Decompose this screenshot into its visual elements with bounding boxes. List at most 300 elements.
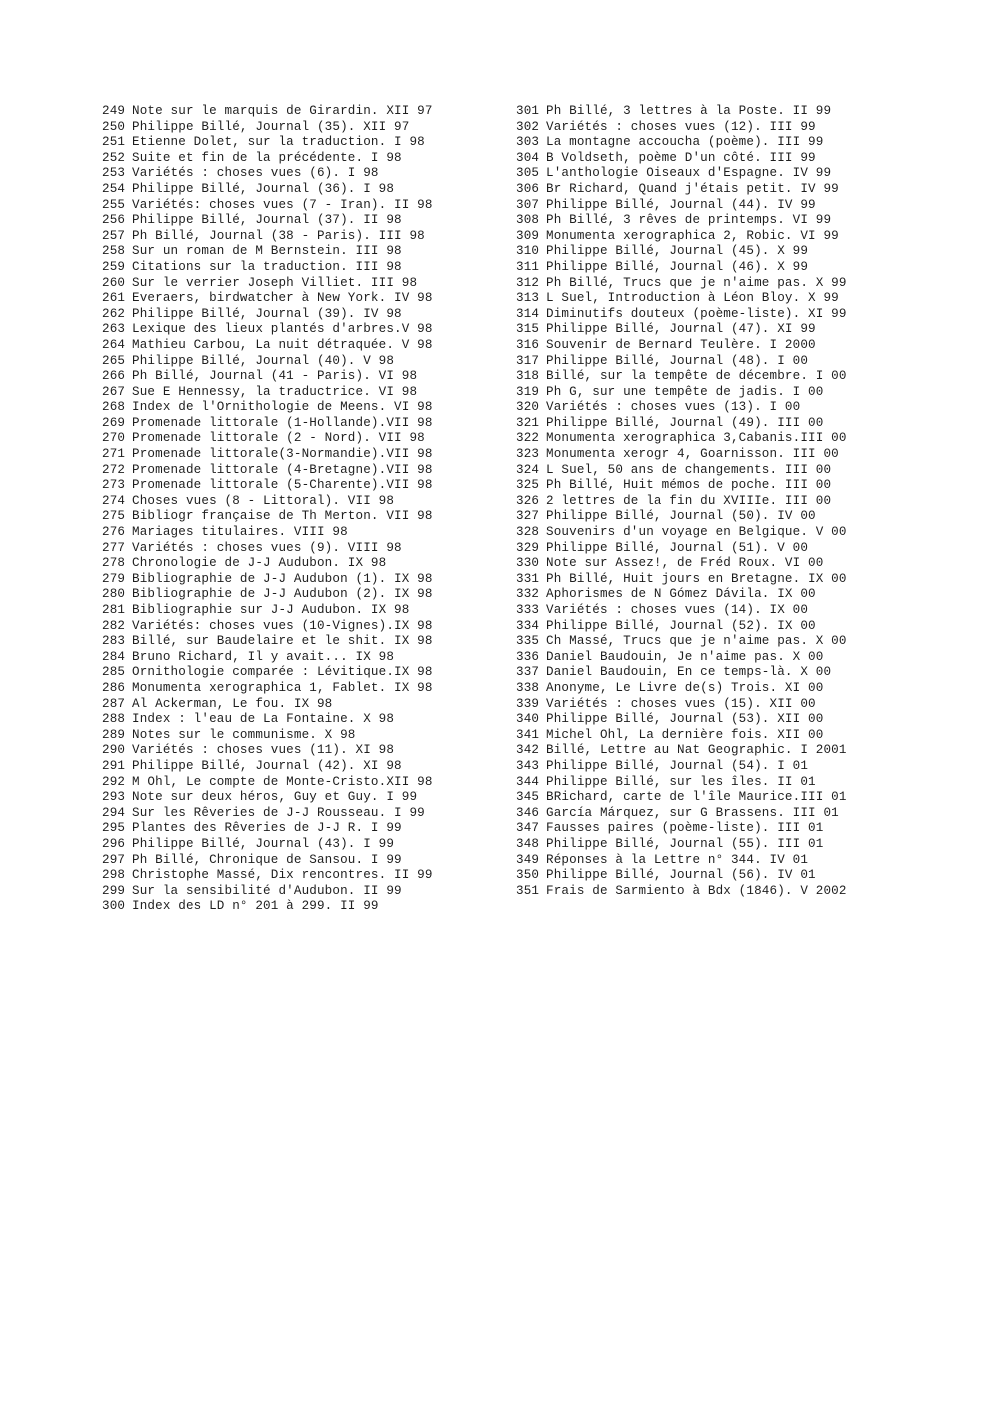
index-entry [516, 837, 847, 853]
entry-title: Ph Billé, Journal (38 - Paris). III 98 [132, 228, 425, 243]
entry-number: 282 [102, 618, 126, 633]
entry-title: Philippe Billé, Journal (43). I 99 [132, 836, 395, 851]
entry-title: Plantes des Rêveries de J-J R. I 99 [132, 821, 402, 836]
index-entry [102, 494, 433, 510]
entry-title: Ornithologie comparée : Lévitique.IX 98 [132, 665, 433, 680]
entry-title: 2 lettres de la fin du XVIIIe. III 00 [546, 493, 832, 508]
entry-title: Suite et fin de la précédente. I 98 [132, 150, 402, 165]
index-entry [102, 166, 433, 182]
index-entry [516, 681, 847, 697]
index-entry [102, 229, 433, 245]
entry-title: Philippe Billé, Journal (55). III 01 [546, 836, 824, 851]
index-entry [102, 447, 433, 463]
index-entry [102, 213, 433, 229]
entry-title: L Suel, Introduction à Léon Bloy. X 99 [546, 291, 839, 306]
entry-title: Sur la sensibilité d'Audubon. II 99 [132, 883, 402, 898]
index-entry [102, 291, 433, 307]
entry-number: 272 [102, 462, 126, 477]
entry-title: Variétés: choses vues (10-Vignes).IX 98 [132, 618, 433, 633]
entry-title: Frais de Sarmiento à Bdx (1846). V 2002 [546, 883, 847, 898]
entry-number: 257 [102, 228, 126, 243]
index-entry [516, 354, 847, 370]
entry-number: 305 [516, 166, 540, 181]
index-entry [102, 556, 433, 572]
entry-title: Everaers, birdwatcher à New York. IV 98 [132, 291, 433, 306]
entry-title: Variétés: choses vues (7 - Iran). II 98 [132, 197, 433, 212]
index-entry [102, 650, 433, 666]
index-entry [516, 338, 847, 354]
entry-number: 271 [102, 447, 126, 462]
entry-title: Ph Billé, Huit mémos de poche. III 00 [546, 478, 832, 493]
entry-number: 283 [102, 634, 126, 649]
entry-number: 348 [516, 836, 540, 851]
index-entry [102, 743, 433, 759]
entry-number: 278 [102, 556, 126, 571]
entry-number: 251 [102, 135, 126, 150]
index-entry [102, 775, 433, 791]
entry-number: 317 [516, 353, 540, 368]
entry-number: 326 [516, 493, 540, 508]
entry-number: 339 [516, 696, 540, 711]
index-entry [102, 806, 433, 822]
index-entry [102, 665, 433, 681]
entry-number: 296 [102, 836, 126, 851]
entry-title: BRichard, carte de l'île Maurice.III 01 [546, 790, 847, 805]
entry-number: 254 [102, 181, 126, 196]
entry-number: 298 [102, 868, 126, 883]
index-entry [102, 572, 433, 588]
entry-title: Ch Massé, Trucs que je n'aime pas. X 00 [546, 634, 847, 649]
entry-number: 331 [516, 571, 540, 586]
index-entry [102, 104, 433, 120]
entry-number: 347 [516, 821, 540, 836]
entry-number: 316 [516, 337, 540, 352]
entry-number: 318 [516, 369, 540, 384]
entry-title: Promenade littorale (4-Bretagne).VII 98 [132, 462, 433, 477]
index-entry [102, 712, 433, 728]
entry-title: Note sur le marquis de Girardin. XII 97 [132, 104, 433, 118]
entry-number: 284 [102, 649, 126, 664]
index-entry [102, 790, 433, 806]
entry-number: 262 [102, 306, 126, 321]
index-entry [102, 681, 433, 697]
index-entry [516, 494, 847, 510]
entry-title: Chronologie de J-J Audubon. IX 98 [132, 556, 387, 571]
index-column-left [102, 104, 433, 915]
entry-number: 333 [516, 603, 540, 617]
entry-number: 265 [102, 353, 126, 368]
entry-number: 285 [102, 665, 126, 680]
entry-number: 288 [102, 712, 126, 727]
index-entry [516, 665, 847, 681]
entry-number: 253 [102, 166, 126, 181]
entry-number: 299 [102, 883, 126, 898]
entry-title: Bruno Richard, Il y avait... IX 98 [132, 649, 395, 664]
entry-number: 321 [516, 415, 540, 430]
entry-number: 281 [102, 603, 126, 617]
entry-title: Bibliographie sur J-J Audubon. IX 98 [132, 603, 410, 617]
index-entry [102, 821, 433, 837]
entry-title: Philippe Billé, Journal (53). XII 00 [546, 712, 824, 727]
entry-number: 273 [102, 478, 126, 493]
entry-number: 334 [516, 618, 540, 633]
entry-number: 319 [516, 384, 540, 399]
entry-title: Billé, Lettre au Nat Geographic. I 2001 [546, 743, 847, 758]
entry-title: Mariages titulaires. VIII 98 [132, 525, 348, 540]
entry-number: 313 [516, 291, 540, 306]
index-entry [102, 525, 433, 541]
index-entry [516, 853, 847, 869]
index-entry [102, 322, 433, 338]
index-entry [102, 416, 433, 432]
entry-number: 290 [102, 743, 126, 758]
index-entry [516, 463, 847, 479]
entry-title: Philippe Billé, Journal (49). III 00 [546, 415, 824, 430]
entry-title: Bibliogr française de Th Merton. VII 98 [132, 509, 433, 524]
entry-title: Citations sur la traduction. III 98 [132, 259, 402, 274]
entry-title: B Voldseth, poème D'un côté. III 99 [546, 150, 816, 165]
entry-title: Sue E Hennessy, la traductrice. VI 98 [132, 384, 418, 399]
index-entry [102, 884, 433, 900]
index-entry [102, 120, 433, 136]
index-entry [102, 431, 433, 447]
index-entry [516, 619, 847, 635]
entry-number: 330 [516, 556, 540, 571]
entry-title: Philippe Billé, Journal (54). I 01 [546, 758, 809, 773]
entry-number: 280 [102, 587, 126, 602]
entry-number: 302 [516, 119, 540, 134]
entry-title: Sur le verrier Joseph Villiet. III 98 [132, 275, 418, 290]
entry-number: 349 [516, 852, 540, 867]
entry-title: M Ohl, Le compte de Monte-Cristo.XII 98 [132, 774, 433, 789]
index-entry [102, 478, 433, 494]
index-entry [516, 182, 847, 198]
index-entry [516, 260, 847, 276]
entry-title: Philippe Billé, Journal (36). I 98 [132, 181, 395, 196]
entry-title: Note sur deux héros, Guy et Guy. I 99 [132, 790, 418, 805]
entry-title: Réponses à la Lettre n° 344. IV 01 [546, 852, 809, 867]
index-entry [102, 400, 433, 416]
index-entry [102, 603, 433, 619]
index-entry [516, 743, 847, 759]
entry-number: 289 [102, 727, 126, 742]
entry-number: 291 [102, 758, 126, 773]
entry-title: Philippe Billé, Journal (52). IX 00 [546, 618, 816, 633]
entry-number: 269 [102, 415, 126, 430]
entry-number: 344 [516, 774, 540, 789]
entry-number: 336 [516, 649, 540, 664]
entry-title: Br Richard, Quand j'étais petit. IV 99 [546, 181, 839, 196]
entry-number: 259 [102, 259, 126, 274]
entry-number: 338 [516, 680, 540, 695]
index-entry [102, 182, 433, 198]
entry-title: Variétés : choses vues (15). XII 00 [546, 696, 816, 711]
entry-title: Christophe Massé, Dix rencontres. II 99 [132, 868, 433, 883]
entry-title: Promenade littorale (5-Charente).VII 98 [132, 478, 433, 493]
entry-number: 252 [102, 150, 126, 165]
index-entry [516, 447, 847, 463]
index-entry [102, 198, 433, 214]
index-entry [102, 541, 433, 557]
entry-title: Promenade littorale(3-Normandie).VII 98 [132, 447, 433, 462]
entry-title: Variétés : choses vues (6). I 98 [132, 166, 379, 181]
index-column-right [516, 104, 847, 899]
entry-number: 294 [102, 805, 126, 820]
entry-number: 287 [102, 696, 126, 711]
entry-number: 351 [516, 883, 540, 898]
entry-number: 320 [516, 400, 540, 415]
entry-number: 295 [102, 821, 126, 836]
entry-title: Philippe Billé, Journal (47). XI 99 [546, 322, 816, 337]
entry-title: Philippe Billé, Journal (40). V 98 [132, 353, 395, 368]
entry-title: La montagne accoucha (poème). III 99 [546, 135, 824, 150]
entry-title: Philippe Billé, Journal (46). X 99 [546, 259, 809, 274]
entry-title: Philippe Billé, Journal (50). IV 00 [546, 509, 816, 524]
entry-number: 292 [102, 774, 126, 789]
entry-number: 275 [102, 509, 126, 524]
index-entry [516, 198, 847, 214]
entry-number: 264 [102, 337, 126, 352]
entry-number: 328 [516, 525, 540, 540]
entry-title: Al Ackerman, Le fou. IX 98 [132, 696, 333, 711]
index-entry [102, 868, 433, 884]
entry-title: Souvenirs d'un voyage en Belgique. V 00 [546, 525, 847, 540]
index-entry [516, 587, 847, 603]
entry-title: Anonyme, Le Livre de(s) Trois. XI 00 [546, 680, 824, 695]
entry-title: Index des LD n° 201 à 299. II 99 [132, 899, 379, 914]
index-entry [516, 416, 847, 432]
entry-number: 268 [102, 400, 126, 415]
entry-number: 306 [516, 181, 540, 196]
index-entry [516, 104, 847, 120]
entry-number: 307 [516, 197, 540, 212]
entry-title: Ph Billé, Chronique de Sansou. I 99 [132, 852, 402, 867]
index-entry [102, 354, 433, 370]
index-entry [516, 556, 847, 572]
entry-title: Index de l'Ornithologie de Meens. VI 98 [132, 400, 433, 415]
index-entry [516, 385, 847, 401]
entry-number: 324 [516, 462, 540, 477]
entry-title: Philippe Billé, Journal (35). XII 97 [132, 119, 410, 134]
entry-number: 249 [102, 104, 126, 118]
index-entry [102, 587, 433, 603]
entry-title: Choses vues (8 - Littoral). VII 98 [132, 493, 395, 508]
index-entry [516, 806, 847, 822]
entry-title: Ph Billé, Trucs que je n'aime pas. X 99 [546, 275, 847, 290]
entry-title: Billé, sur la tempête de décembre. I 00 [546, 369, 847, 384]
entry-number: 340 [516, 712, 540, 727]
index-entry [516, 244, 847, 260]
entry-title: Bibliographie de J-J Audubon (2). IX 98 [132, 587, 433, 602]
entry-title: Ph G, sur une tempête de jadis. I 00 [546, 384, 824, 399]
index-entry [516, 166, 847, 182]
entry-title: Philippe Billé, Journal (44). IV 99 [546, 197, 816, 212]
index-entry [516, 728, 847, 744]
entry-number: 314 [516, 306, 540, 321]
index-entry [516, 478, 847, 494]
index-entry [102, 837, 433, 853]
entry-number: 310 [516, 244, 540, 259]
entry-number: 323 [516, 447, 540, 462]
entry-title: Notes sur le communisme. X 98 [132, 727, 356, 742]
index-entry [102, 759, 433, 775]
entry-number: 261 [102, 291, 126, 306]
entry-title: Fausses paires (poème-liste). III 01 [546, 821, 824, 836]
entry-title: Etienne Dolet, sur la traduction. I 98 [132, 135, 425, 150]
entry-title: Sur les Rêveries de J-J Rousseau. I 99 [132, 805, 425, 820]
index-entry [102, 463, 433, 479]
entry-number: 256 [102, 213, 126, 228]
entry-number: 308 [516, 213, 540, 228]
entry-number: 345 [516, 790, 540, 805]
entry-number: 327 [516, 509, 540, 524]
index-entry [516, 509, 847, 525]
entry-title: Variétés : choses vues (14). IX 00 [546, 603, 809, 617]
entry-title: Michel Ohl, La dernière fois. XII 00 [546, 727, 824, 742]
entry-title: Philippe Billé, Journal (48). I 00 [546, 353, 809, 368]
index-entry [102, 307, 433, 323]
index-entry [102, 509, 433, 525]
entry-title: Promenade littorale (2 - Nord). VII 98 [132, 431, 425, 446]
entry-number: 260 [102, 275, 126, 290]
index-entry [102, 151, 433, 167]
index-entry [516, 759, 847, 775]
index-entry [102, 260, 433, 276]
index-entry [516, 276, 847, 292]
index-entry [516, 775, 847, 791]
entry-number: 274 [102, 493, 126, 508]
entry-number: 270 [102, 431, 126, 446]
index-entry [516, 431, 847, 447]
entry-title: Monumenta xerographica 1, Fablet. IX 98 [132, 680, 433, 695]
entry-title: Variétés : choses vues (11). XI 98 [132, 743, 395, 758]
entry-title: Sur un roman de M Bernstein. III 98 [132, 244, 402, 259]
entry-title: Variétés : choses vues (12). III 99 [546, 119, 816, 134]
entry-title: Ph Billé, Journal (41 - Paris). VI 98 [132, 369, 418, 384]
entry-number: 315 [516, 322, 540, 337]
entry-title: Philippe Billé, Journal (51). V 00 [546, 540, 809, 555]
entry-title: Monumenta xerographica 2, Robic. VI 99 [546, 228, 839, 243]
entry-number: 322 [516, 431, 540, 446]
entry-title: Monumenta xerogr 4, Goarnisson. III 00 [546, 447, 839, 462]
entry-title: Philippe Billé, Journal (42). XI 98 [132, 758, 402, 773]
index-entry [102, 634, 433, 650]
entry-title: L Suel, 50 ans de changements. III 00 [546, 462, 832, 477]
entry-title: Promenade littorale (1-Hollande).VII 98 [132, 415, 433, 430]
entry-number: 267 [102, 384, 126, 399]
index-entry [516, 884, 847, 900]
index-entry [516, 291, 847, 307]
entry-number: 279 [102, 571, 126, 586]
entry-number: 258 [102, 244, 126, 259]
entry-title: Daniel Baudouin, Je n'aime pas. X 00 [546, 649, 824, 664]
entry-title: Ph Billé, 3 lettres à la Poste. II 99 [546, 104, 832, 118]
entry-number: 304 [516, 150, 540, 165]
index-entry [102, 619, 433, 635]
entry-number: 325 [516, 478, 540, 493]
index-entry [102, 853, 433, 869]
entry-number: 346 [516, 805, 540, 820]
entry-number: 329 [516, 540, 540, 555]
entry-number: 332 [516, 587, 540, 602]
index-entry [102, 697, 433, 713]
index-entry [516, 541, 847, 557]
entry-number: 342 [516, 743, 540, 758]
entry-title: Diminutifs douteux (poème-liste). XI 99 [546, 306, 847, 321]
index-entry [516, 135, 847, 151]
index-entry [102, 728, 433, 744]
index-entry [516, 868, 847, 884]
entry-number: 263 [102, 322, 126, 337]
entry-number: 255 [102, 197, 126, 212]
index-entry [516, 400, 847, 416]
index-entry [516, 790, 847, 806]
index-entry [516, 712, 847, 728]
entry-title: Monumenta xerographica 3,Cabanis.III 00 [546, 431, 847, 446]
index-entry [102, 244, 433, 260]
entry-title: Philippe Billé, Journal (45). X 99 [546, 244, 809, 259]
entry-title: Philippe Billé, Journal (37). II 98 [132, 213, 402, 228]
entry-title: Variétés : choses vues (13). I 00 [546, 400, 801, 415]
entry-number: 286 [102, 680, 126, 695]
entry-title: Philippe Billé, sur les îles. II 01 [546, 774, 816, 789]
index-entry [102, 338, 433, 354]
entry-title: Aphorismes de N Gómez Dávila. IX 00 [546, 587, 816, 602]
entry-title: Ph Billé, 3 rêves de printemps. VI 99 [546, 213, 832, 228]
index-entry [516, 634, 847, 650]
entry-title: Lexique des lieux plantés d'arbres.V 98 [132, 322, 433, 337]
index-entry [102, 899, 433, 915]
entry-title: Index : l'eau de La Fontaine. X 98 [132, 712, 395, 727]
entry-number: 341 [516, 727, 540, 742]
entry-title: L'anthologie Oiseaux d'Espagne. IV 99 [546, 166, 832, 181]
entry-number: 277 [102, 540, 126, 555]
entry-number: 343 [516, 758, 540, 773]
index-entry [516, 322, 847, 338]
index-entry [516, 369, 847, 385]
index-entry [102, 276, 433, 292]
entry-number: 297 [102, 852, 126, 867]
index-entry [516, 525, 847, 541]
entry-number: 337 [516, 665, 540, 680]
entry-number: 312 [516, 275, 540, 290]
entry-number: 301 [516, 104, 540, 118]
entry-title: Ph Billé, Huit jours en Bretagne. IX 00 [546, 571, 847, 586]
index-entry [102, 385, 433, 401]
entry-title: Variétés : choses vues (9). VIII 98 [132, 540, 402, 555]
entry-number: 335 [516, 634, 540, 649]
index-entry [516, 307, 847, 323]
index-entry [516, 821, 847, 837]
index-entry [516, 213, 847, 229]
entry-number: 276 [102, 525, 126, 540]
entry-number: 250 [102, 119, 126, 134]
entry-title: Souvenir de Bernard Teulère. I 2000 [546, 337, 816, 352]
entry-number: 309 [516, 228, 540, 243]
entry-number: 350 [516, 868, 540, 883]
entry-title: Billé, sur Baudelaire et le shit. IX 98 [132, 634, 433, 649]
entry-number: 300 [102, 899, 126, 914]
entry-number: 266 [102, 369, 126, 384]
entry-number: 311 [516, 259, 540, 274]
index-entry [516, 603, 847, 619]
index-entry [102, 369, 433, 385]
entry-title: Philippe Billé, Journal (56). IV 01 [546, 868, 816, 883]
entry-title: Mathieu Carbou, La nuit détraquée. V 98 [132, 337, 433, 352]
entry-title: Philippe Billé, Journal (39). IV 98 [132, 306, 402, 321]
index-entry [516, 229, 847, 245]
entry-number: 303 [516, 135, 540, 150]
